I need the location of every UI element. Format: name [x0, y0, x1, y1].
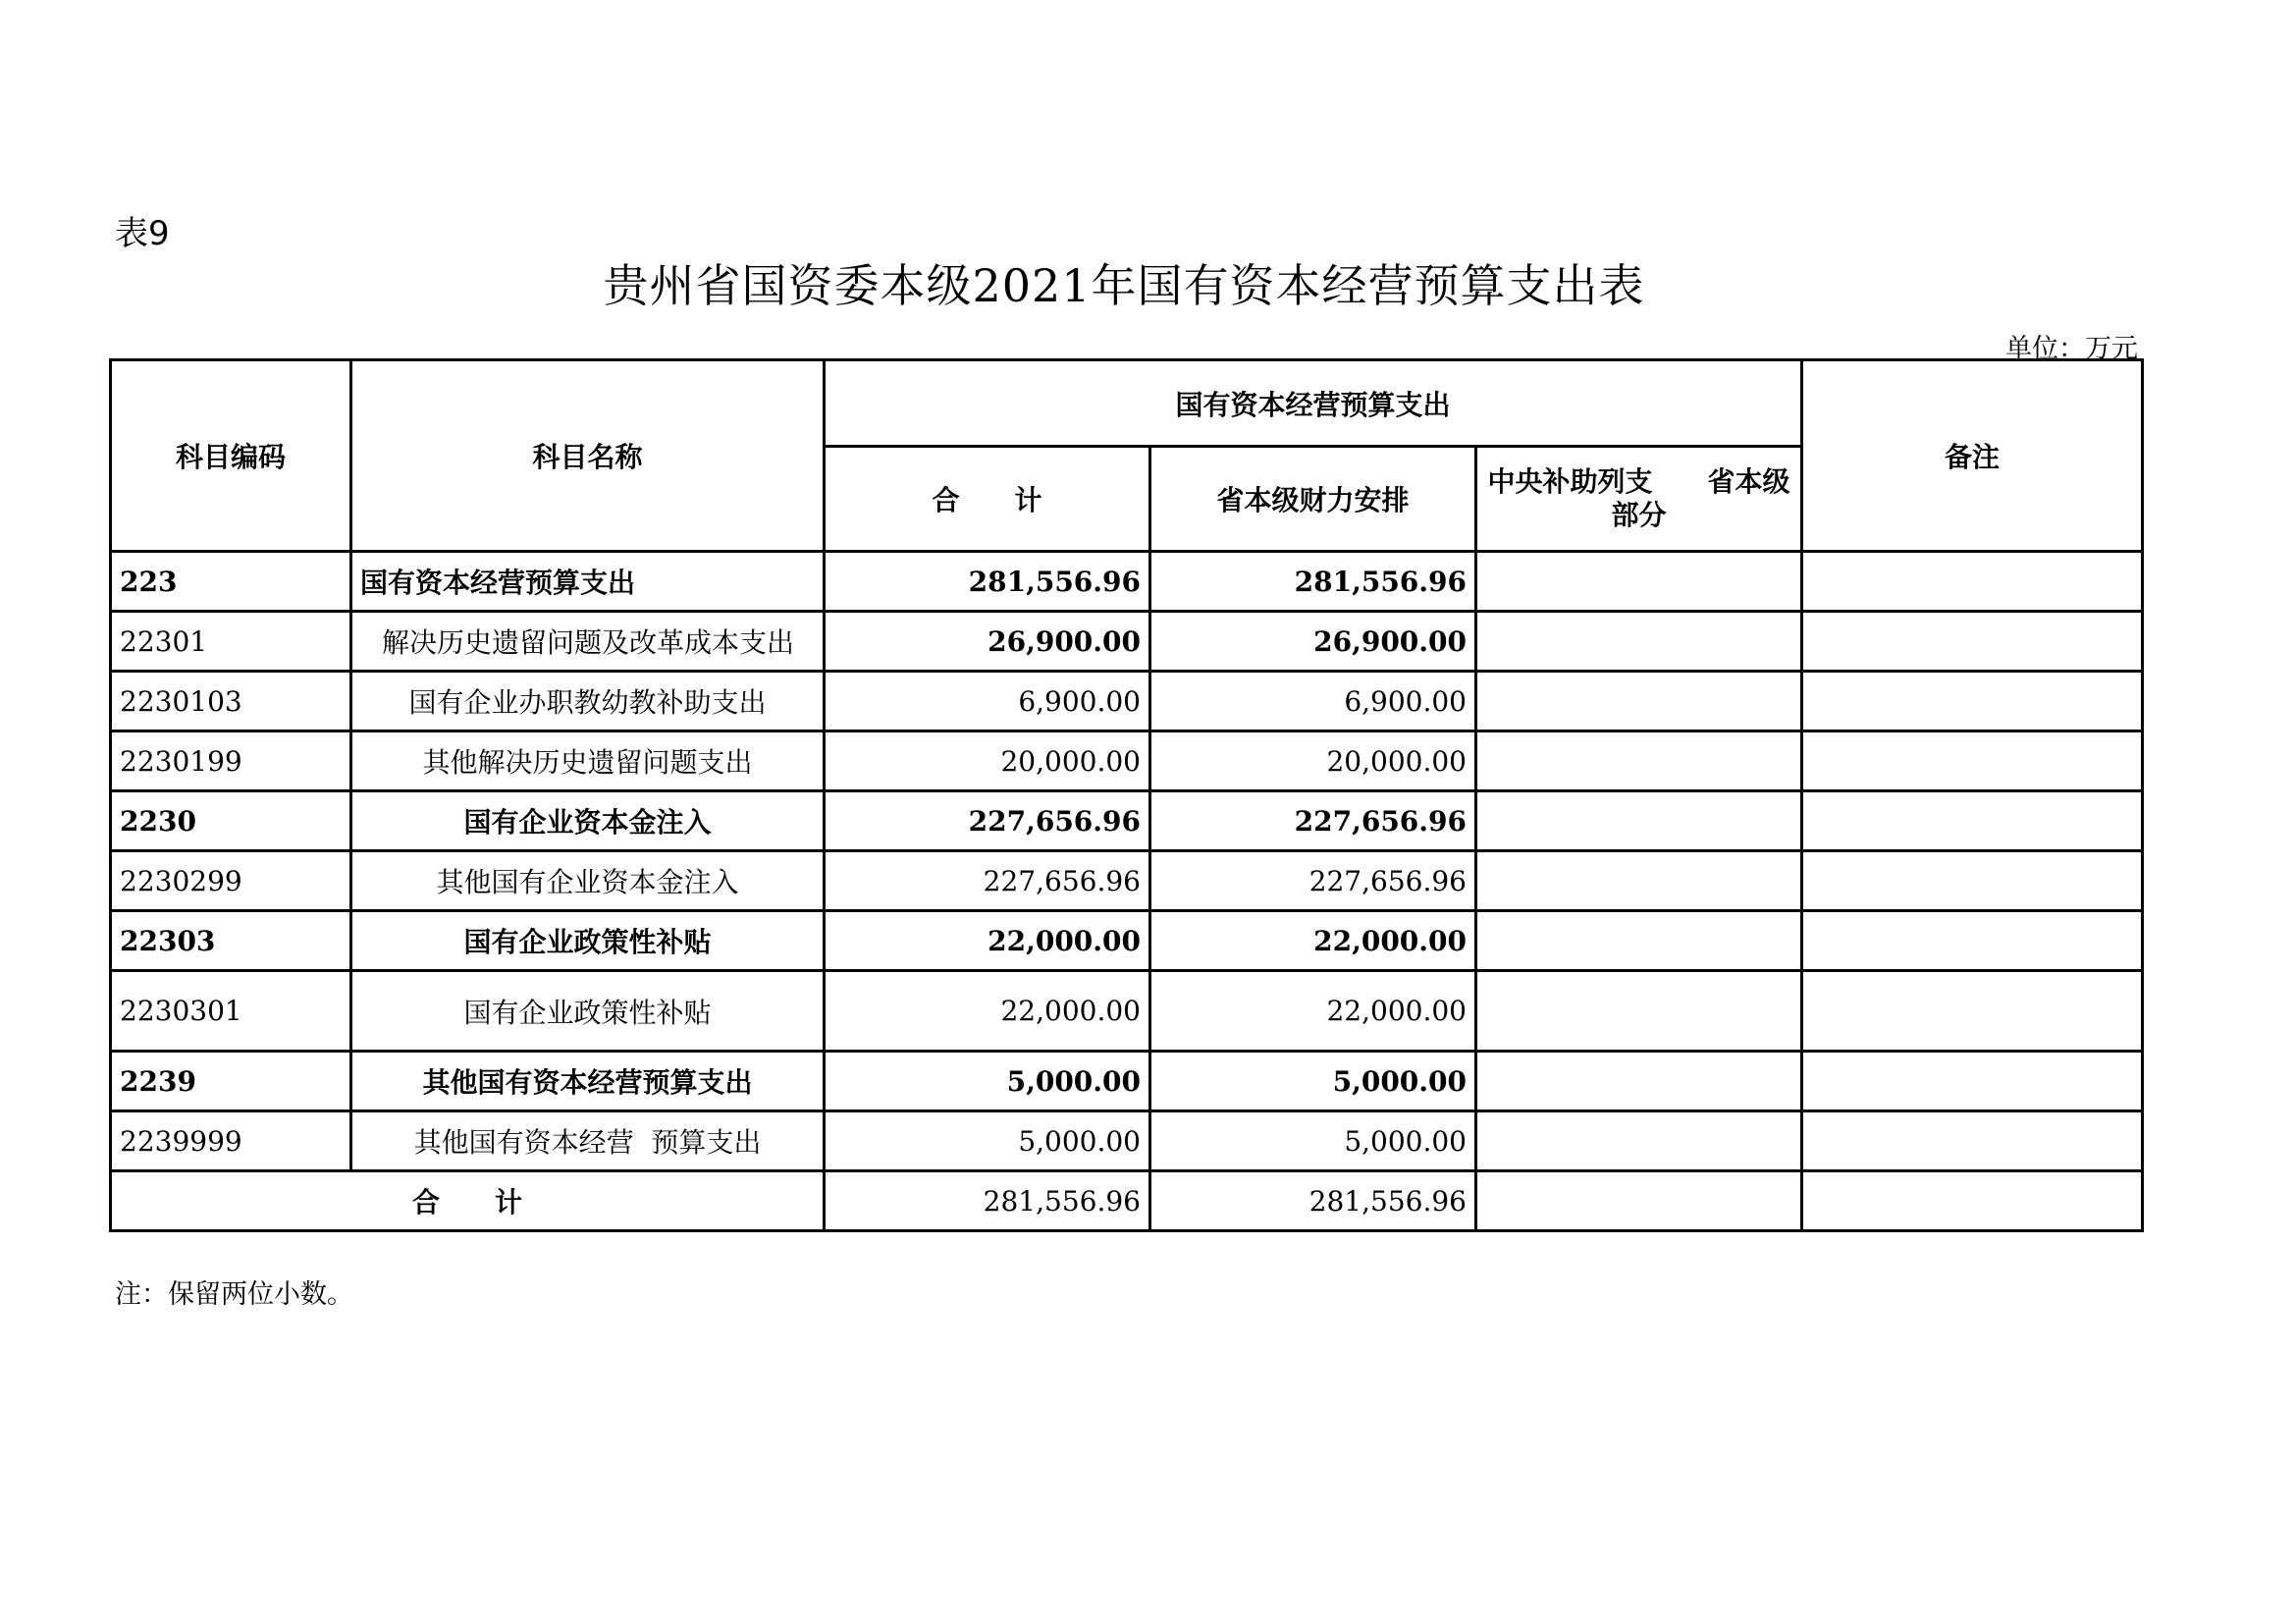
- header-code: 科目编码: [111, 360, 351, 552]
- row-name: 国有企业资本金注入: [351, 791, 825, 851]
- row-name: 解决历史遗留问题及改革成本支出: [351, 612, 825, 672]
- row-code: 22301: [111, 612, 351, 672]
- row-provincial: 227,656.96: [1150, 851, 1476, 911]
- table-row: [111, 791, 2143, 851]
- table-row: [111, 1111, 2143, 1171]
- row-provincial: 6,900.00: [1150, 672, 1476, 731]
- row-code: 2230: [111, 791, 351, 851]
- row-remark: [1802, 612, 2143, 672]
- row-name: 其他解决历史遗留问题支出: [351, 731, 825, 791]
- row-provincial: 20,000.00: [1150, 731, 1476, 791]
- row-remark: [1802, 1111, 2143, 1171]
- row-central: [1476, 1052, 1802, 1111]
- row-code: 2230199: [111, 731, 351, 791]
- header-group: 国有资本经营预算支出: [825, 360, 1802, 447]
- row-total: 22,000.00: [825, 911, 1150, 971]
- table-row: [111, 731, 2143, 791]
- row-code: 2230299: [111, 851, 351, 911]
- row-central: [1476, 911, 1802, 971]
- row-remark: [1802, 731, 2143, 791]
- document-title: 贵州省国资委本级2021年国有资本经营预算支出表: [603, 259, 1645, 312]
- header-row-1: [111, 360, 2143, 447]
- table-row: [111, 1052, 2143, 1111]
- row-central: [1476, 791, 1802, 851]
- header-central: 中央补助列支 省本级部分: [1476, 447, 1802, 552]
- row-total: 5,000.00: [825, 1111, 1150, 1171]
- unit-label: 单位：万元: [2005, 334, 2138, 364]
- row-provincial: 22,000.00: [1150, 971, 1476, 1052]
- row-provincial: 26,900.00: [1150, 612, 1476, 672]
- total-provincial: 281,556.96: [1150, 1171, 1476, 1231]
- table-number-label: 表9: [115, 214, 170, 253]
- row-total: 281,556.96: [825, 552, 1150, 612]
- total-central: [1476, 1171, 1802, 1231]
- table-row: [111, 612, 2143, 672]
- total-remark: [1802, 1171, 2143, 1231]
- row-provincial: 281,556.96: [1150, 552, 1476, 612]
- row-total: 22,000.00: [825, 971, 1150, 1052]
- row-remark: [1802, 672, 2143, 731]
- row-name: 国有企业办职教幼教补助支出: [351, 672, 825, 731]
- header-remark: 备注: [1802, 360, 2143, 552]
- row-remark: [1802, 1052, 2143, 1111]
- row-code: 2239: [111, 1052, 351, 1111]
- row-remark: [1802, 971, 2143, 1052]
- row-code: 22303: [111, 911, 351, 971]
- row-central: [1476, 1111, 1802, 1171]
- row-total: 5,000.00: [825, 1052, 1150, 1111]
- row-name: 国有企业政策性补贴: [351, 911, 825, 971]
- footnote: 注：保留两位小数。: [115, 1279, 353, 1310]
- table-row: [111, 672, 2143, 731]
- row-total: 20,000.00: [825, 731, 1150, 791]
- row-remark: [1802, 791, 2143, 851]
- table-row: [111, 552, 2143, 612]
- total-label: 合 计: [111, 1171, 825, 1231]
- row-remark: [1802, 911, 2143, 971]
- row-provincial: 5,000.00: [1150, 1111, 1476, 1171]
- row-remark: [1802, 552, 2143, 612]
- row-central: [1476, 971, 1802, 1052]
- row-total: 227,656.96: [825, 791, 1150, 851]
- row-provincial: 227,656.96: [1150, 791, 1476, 851]
- row-name: 其他国有资本经营 预算支出: [351, 1111, 825, 1171]
- row-code: 2230301: [111, 971, 351, 1052]
- row-code: 2230103: [111, 672, 351, 731]
- row-total: 6,900.00: [825, 672, 1150, 731]
- row-provincial: 5,000.00: [1150, 1052, 1476, 1111]
- row-remark: [1802, 851, 2143, 911]
- total-sum: 281,556.96: [825, 1171, 1150, 1231]
- table-row: [111, 971, 2143, 1052]
- row-total: 26,900.00: [825, 612, 1150, 672]
- row-total: 227,656.96: [825, 851, 1150, 911]
- row-name: 其他国有资本经营预算支出: [351, 1052, 825, 1111]
- row-central: [1476, 731, 1802, 791]
- row-name: 其他国有企业资本金注入: [351, 851, 825, 911]
- row-provincial: 22,000.00: [1150, 911, 1476, 971]
- header-total: 合 计: [825, 447, 1150, 552]
- row-code: 2239999: [111, 1111, 351, 1171]
- table-row: [111, 911, 2143, 971]
- total-row: [111, 1171, 2143, 1231]
- row-central: [1476, 552, 1802, 612]
- row-name: 国有企业政策性补贴: [351, 971, 825, 1052]
- row-central: [1476, 612, 1802, 672]
- budget-table: [109, 358, 2144, 1232]
- header-name: 科目名称: [351, 360, 825, 552]
- header-provincial: 省本级财力安排: [1150, 447, 1476, 552]
- row-central: [1476, 851, 1802, 911]
- table-row: [111, 851, 2143, 911]
- row-central: [1476, 672, 1802, 731]
- row-name: 国有资本经营预算支出: [351, 552, 825, 612]
- row-code: 223: [111, 552, 351, 612]
